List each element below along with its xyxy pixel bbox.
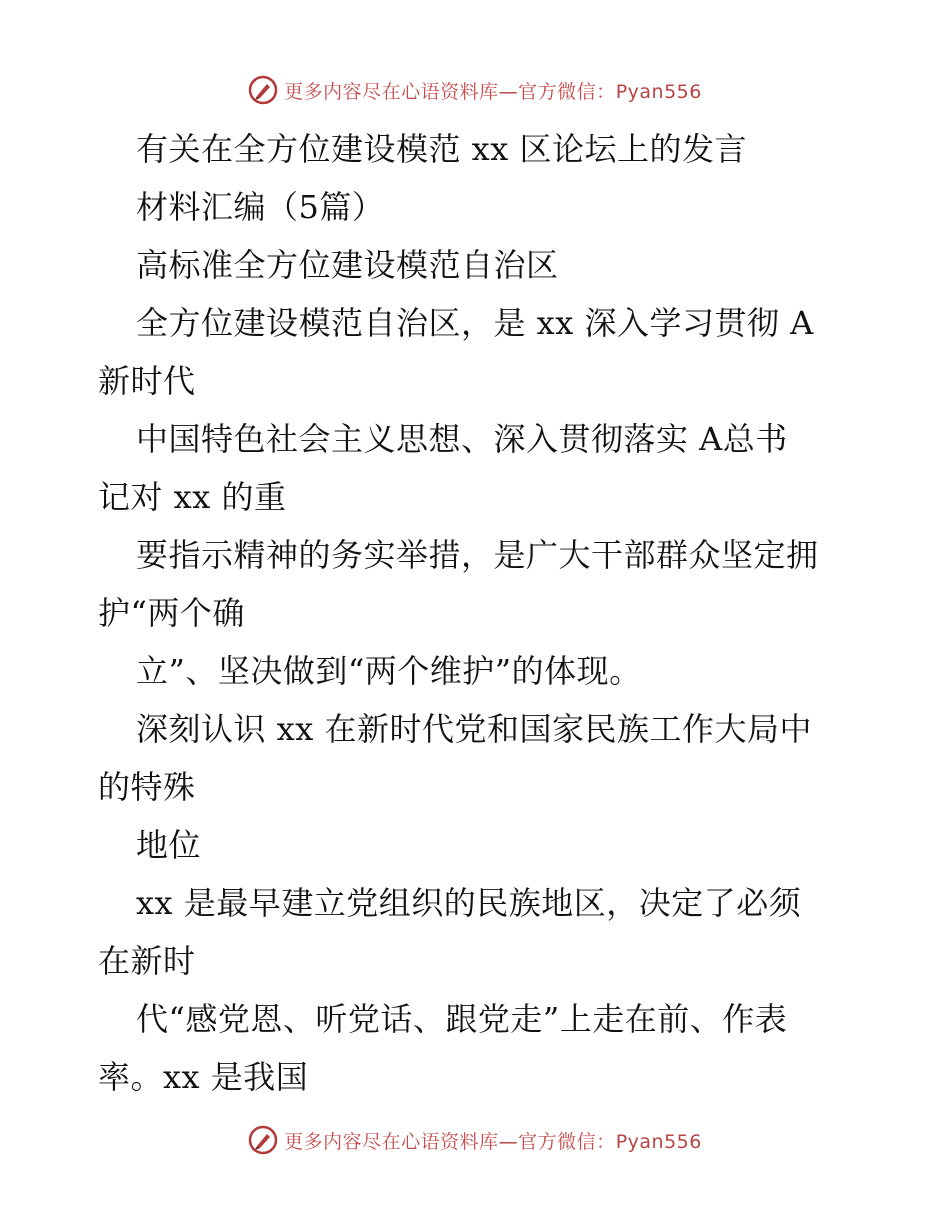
paragraph-line: 代“感党恩、听党话、跟党走”上走在前、作表 bbox=[136, 1000, 788, 1038]
paragraph-line: 新时代 bbox=[98, 362, 196, 400]
paragraph-line: 全方位建设模范自治区，是 xx 深入学习贯彻 A bbox=[136, 304, 814, 342]
banner-wechat-label: 官方微信： bbox=[518, 1130, 616, 1153]
paragraph-line: xx 是最早建立党组织的民族地区，决定了必须 bbox=[136, 884, 802, 922]
paragraph-line: 要指示精神的务实举措，是广大干部群众坚定拥 bbox=[136, 536, 819, 574]
paragraph-line: 记对 xx 的重 bbox=[98, 478, 287, 516]
banner-wechat-id: Pyan556 bbox=[615, 1130, 702, 1153]
paragraph-line: 地位 bbox=[136, 826, 202, 864]
pen-logo-icon bbox=[248, 1125, 278, 1155]
banner-site: 更多内容尽在心语资料库 bbox=[284, 80, 499, 103]
banner-wechat-id: Pyan556 bbox=[615, 80, 702, 103]
pen-logo-icon bbox=[248, 75, 278, 105]
banner-text bbox=[284, 77, 702, 104]
paragraph-line: 的特殊 bbox=[98, 768, 196, 806]
paragraph-line: 在新时 bbox=[98, 942, 196, 980]
paragraph-line: 中国特色社会主义思想、深入贯彻落实 A总书 bbox=[136, 420, 788, 458]
banner-text bbox=[284, 1127, 702, 1154]
paragraph-line: 深刻认识 xx 在新时代党和国家民族工作大局中 bbox=[136, 710, 812, 748]
banner-dash: — bbox=[498, 80, 519, 103]
paragraph-line: 护“两个确 bbox=[98, 594, 245, 632]
footer-banner bbox=[0, 1120, 950, 1160]
doc-title-line-1: 有关在全方位建设模范 xx 区论坛上的发言 bbox=[136, 130, 747, 168]
section-heading: 高标准全方位建设模范自治区 bbox=[136, 246, 559, 284]
paragraph-line: 率。xx 是我国 bbox=[98, 1058, 309, 1096]
banner-wechat-label: 官方微信： bbox=[518, 80, 616, 103]
banner-dash: — bbox=[498, 1130, 519, 1153]
document-body bbox=[98, 120, 858, 1106]
paragraph-line: 立”、坚决做到“两个维护”的体现。 bbox=[136, 652, 642, 690]
doc-title-line-2: 材料汇编（5篇） bbox=[136, 188, 385, 226]
header-banner bbox=[0, 70, 950, 110]
banner-site: 更多内容尽在心语资料库 bbox=[284, 1130, 499, 1153]
